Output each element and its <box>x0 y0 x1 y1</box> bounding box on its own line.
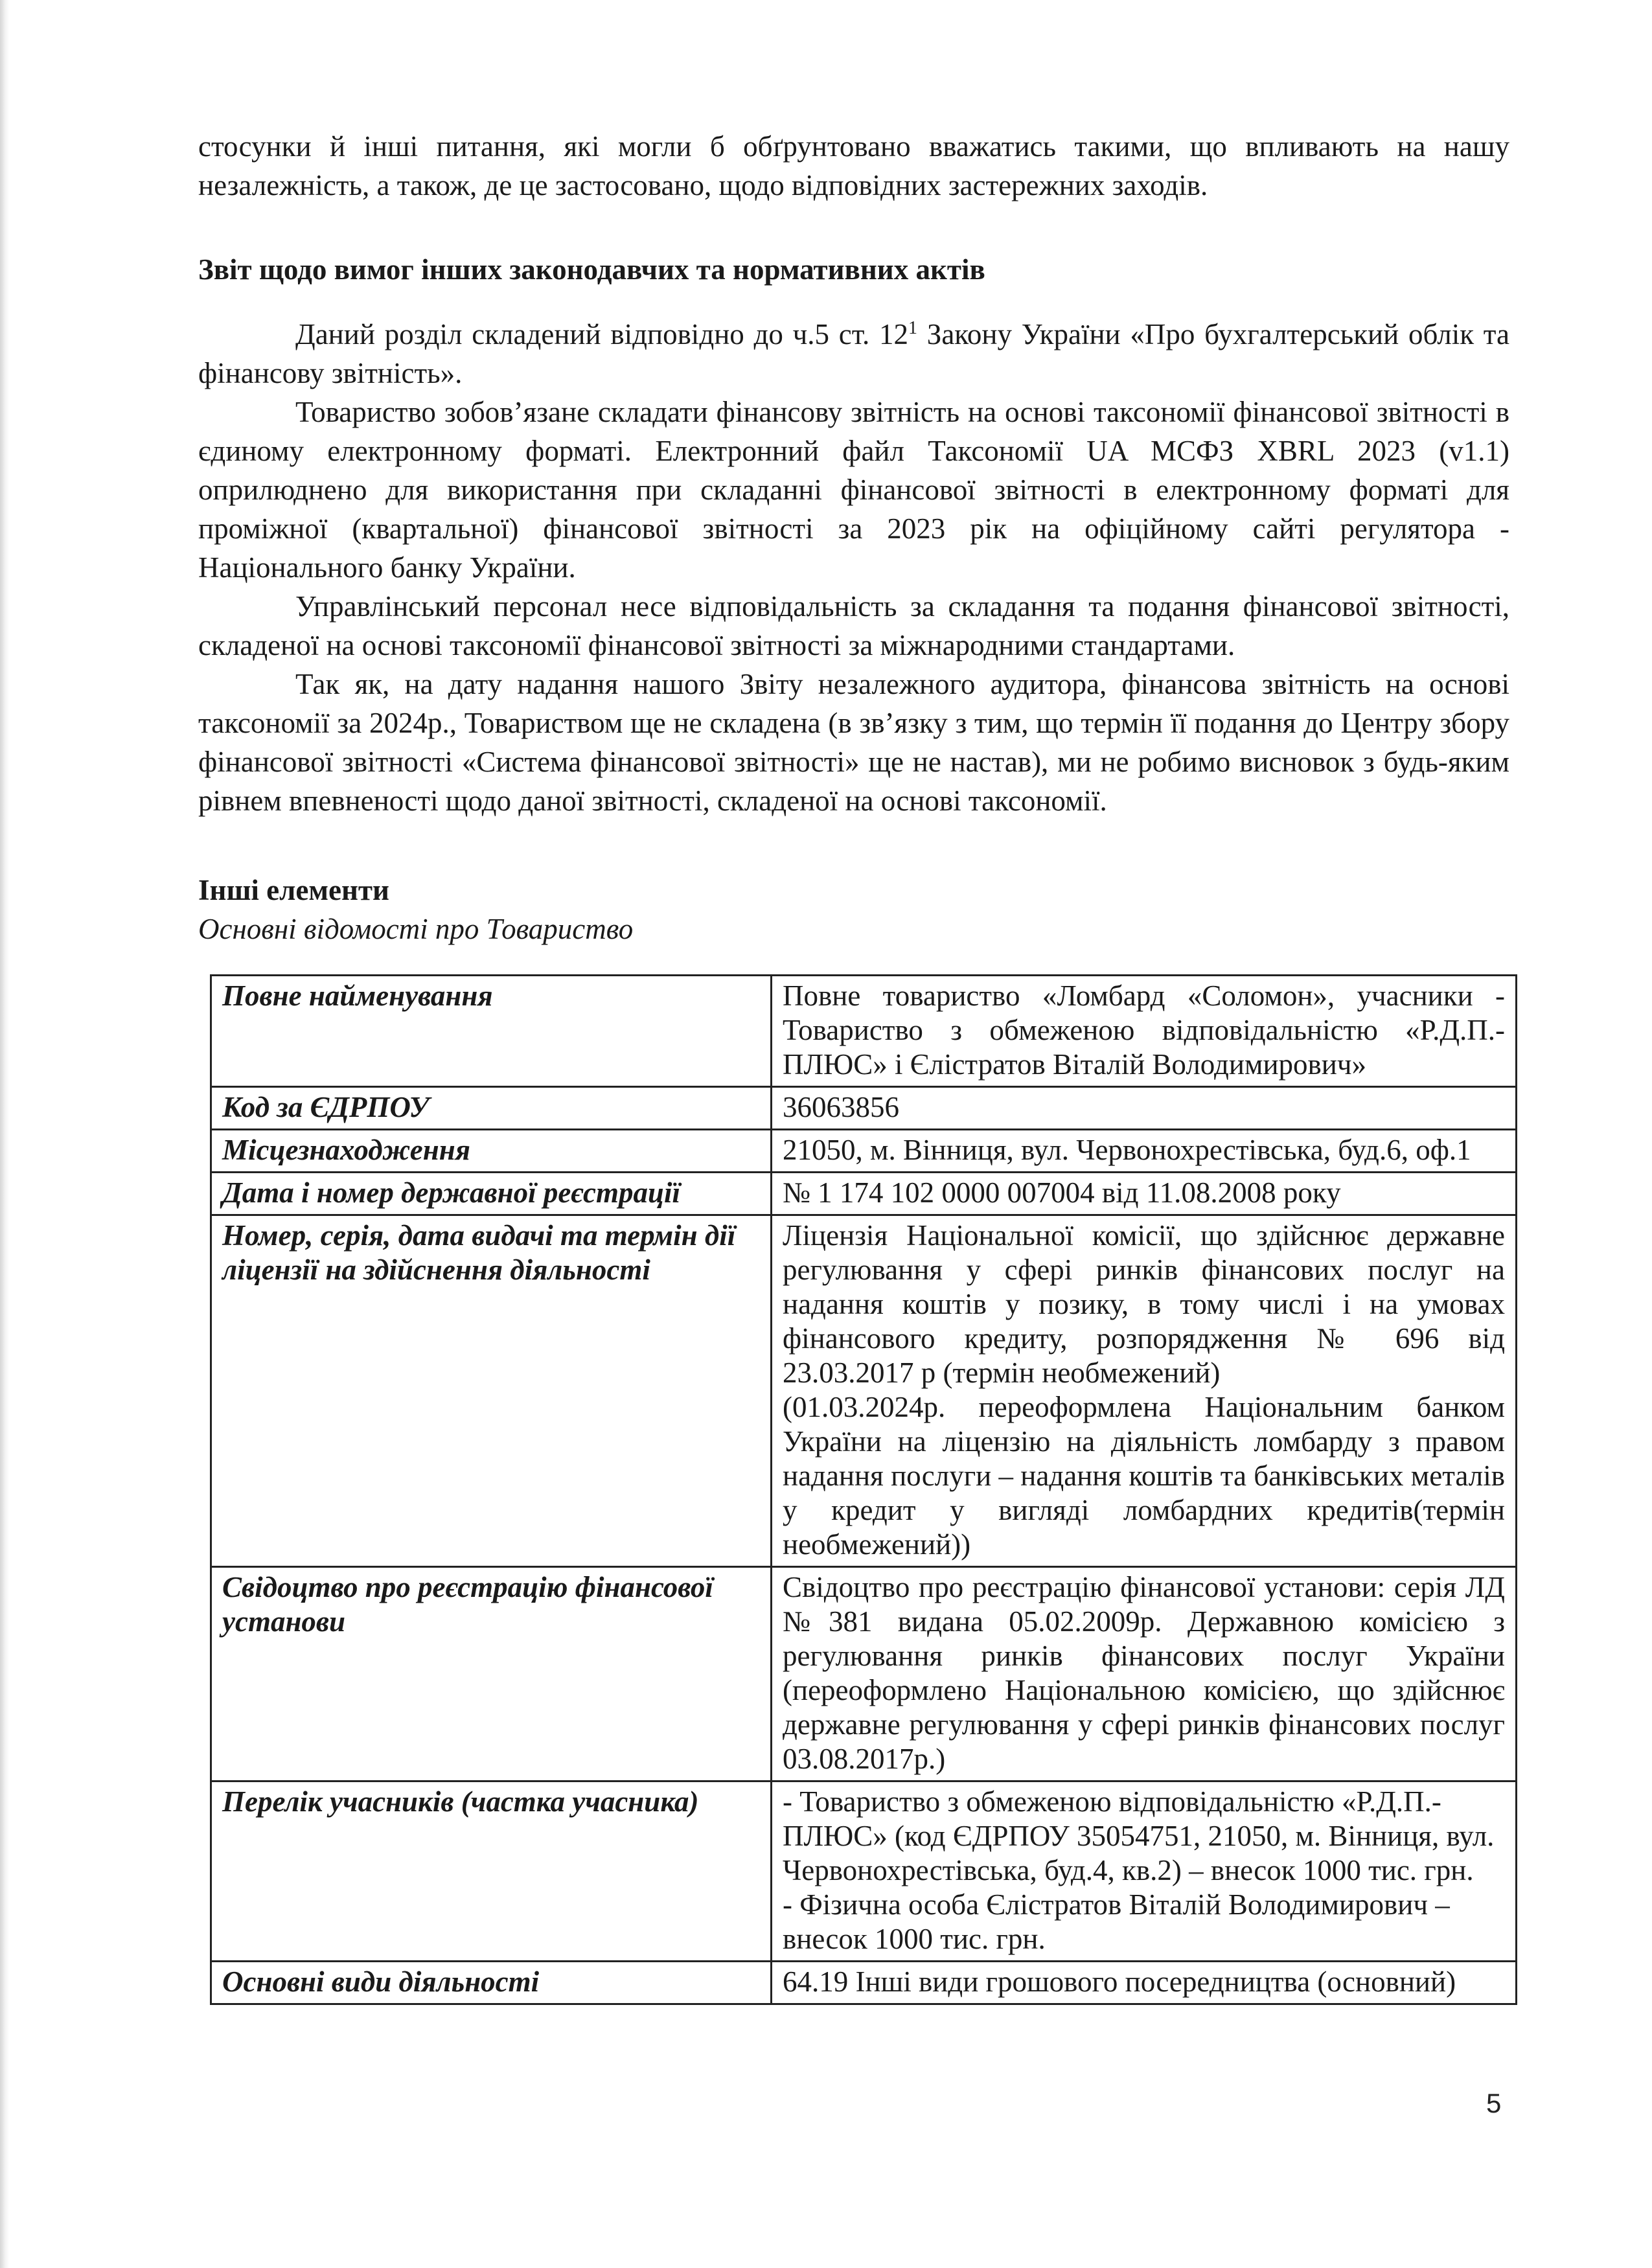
report-paragraph-1 <box>198 315 1509 393</box>
report-paragraph-1-after: Закону України «Про бухгалтерський облік та фінансову звітність». <box>198 318 1509 389</box>
row-value <box>772 1087 1517 1130</box>
article-superscript: 1 <box>908 318 918 338</box>
row-value <box>772 1130 1517 1173</box>
value-line: - Фізична особа Єлістратов Віталій Володимирович – внесок 1000 тис. грн. <box>783 1888 1450 1955</box>
company-info-table <box>210 974 1517 2005</box>
table-row <box>211 1087 1517 1130</box>
table-row <box>211 976 1517 1087</box>
row-label: Перелік учасників (частка учасника) <box>211 1781 772 1962</box>
table-row <box>211 1567 1517 1781</box>
table-row <box>211 1962 1517 2004</box>
value-line: 36063856 <box>783 1091 899 1123</box>
row-value <box>772 1173 1517 1215</box>
table-row <box>211 1130 1517 1173</box>
section-report-heading: Звіт щодо вимог інших законодавчих та нормативних актів <box>198 253 985 286</box>
page-content <box>198 127 1509 2005</box>
value-line: Повне товариство «Ломбард «Соломон», учасники - Товариство з обмеженою відповідальністю «Р.Д.П.-ПЛЮС» і Єлістратов Віталій Володимирович» <box>783 979 1505 1081</box>
report-paragraph-3: Управлінський персонал несе відповідальність за складання та подання фінансової звітності, складеної на основі таксономії фінансової звітності за міжнародними стандартами. <box>198 590 1509 661</box>
page-number: 5 <box>1486 2088 1502 2118</box>
section-other-heading: Інші елементи <box>198 874 389 906</box>
value-line: Ліцензія Національної комісії, що здійснює державне регулювання у сфері ринків фінансових послуг на надання коштів у позику, в тому числі і на умовах фінансового кредиту, розпорядження № 696 від 23.03.2017 р (термін необмежений) <box>783 1219 1505 1389</box>
row-label: Повне найменування <box>211 976 772 1087</box>
row-label: Код за ЄДРПОУ <box>211 1087 772 1130</box>
table-row <box>211 1781 1517 1962</box>
row-value <box>772 1962 1517 2004</box>
row-value <box>772 976 1517 1087</box>
value-line: 21050, м. Вінниця, вул. Червонохрестівська, буд.6, оф.1 <box>783 1134 1471 1166</box>
row-label: Місцезнаходження <box>211 1130 772 1173</box>
value-line: № 1 174 102 0000 007004 від 11.08.2008 року <box>783 1176 1341 1209</box>
row-value <box>772 1215 1517 1567</box>
row-value <box>772 1781 1517 1962</box>
row-label: Основні види діяльності <box>211 1962 772 2004</box>
report-paragraph-2: Товариство зобов’язане складати фінансову звітність на основі таксономії фінансової звітності в єдиному електронному форматі. Електронний файл Таксономії UA МСФЗ XBRL 2023 (v1.1) оприлюднено для використання при складанні фінансової звітності в електронному форматі для проміжної (квартальної) фінансової звітності за 2023 рік на офіційному сайті регулятора - Національного банку України. <box>198 396 1509 584</box>
table-row <box>211 1215 1517 1567</box>
value-line: - Товариство з обмеженою відповідальністю «Р.Д.П.-ПЛЮС» (код ЄДРПОУ 35054751, 21050, м. Вінниця, вул. Червонохрестівська, буд.4, кв.2) – внесок 1000 тис. грн. <box>783 1785 1495 1886</box>
report-paragraph-4: Так як, на дату надання нашого Звіту незалежного аудитора, фінансова звітність на основі таксономії за 2024р., Товариством ще не складена (в зв’язку з тим, що термін її подання до Центру збору фінансової звітності «Система фінансової звітності» ще не настав), ми не робимо висновок з будь-яким рівнем впевненості щодо даної звітності, складеної на основі таксономії. <box>198 668 1509 817</box>
value-line: 64.19 Інші види грошового посередництва (основний) <box>783 1965 1456 1998</box>
row-label: Свідоцтво про реєстрацію фінансової установи <box>211 1567 772 1781</box>
value-line: (01.03.2024р. переоформлена Національним банком України на ліцензію на діяльність ломбарду з правом надання послуги – надання коштів та банківських металів у кредит у вигляді ломбардних кредитів(термін необмежений)) <box>783 1391 1505 1561</box>
row-value <box>772 1567 1517 1781</box>
intro-tail-paragraph: стосунки й інші питання, які могли б обґрунтовано вважатись такими, що впливають на нашу незалежність, а також, де це застосовано, щодо відповідних застережних заходів. <box>198 130 1509 201</box>
row-label: Дата і номер державної реєстрації <box>211 1173 772 1215</box>
value-line: Свідоцтво про реєстрацію фінансової установи: серія ЛД №381 видана 05.02.2009р. Державною комісією з регулювання ринків фінансових послуг України (переоформлено Національною комісією, що здійснює державне регулювання у сфері ринків фінансових послуг 03.08.2017р.) <box>783 1571 1505 1775</box>
scan-edge-shadow <box>0 0 9 2268</box>
table-row <box>211 1173 1517 1215</box>
report-paragraph-1-before: Даний розділ складений відповідно до ч.5 ст. 12 <box>295 318 909 350</box>
row-label: Номер, серія, дата видачі та термін дії ліцензії на здійснення діяльності <box>211 1215 772 1567</box>
section-other-subtitle: Основні відомості про Товариство <box>198 913 634 945</box>
